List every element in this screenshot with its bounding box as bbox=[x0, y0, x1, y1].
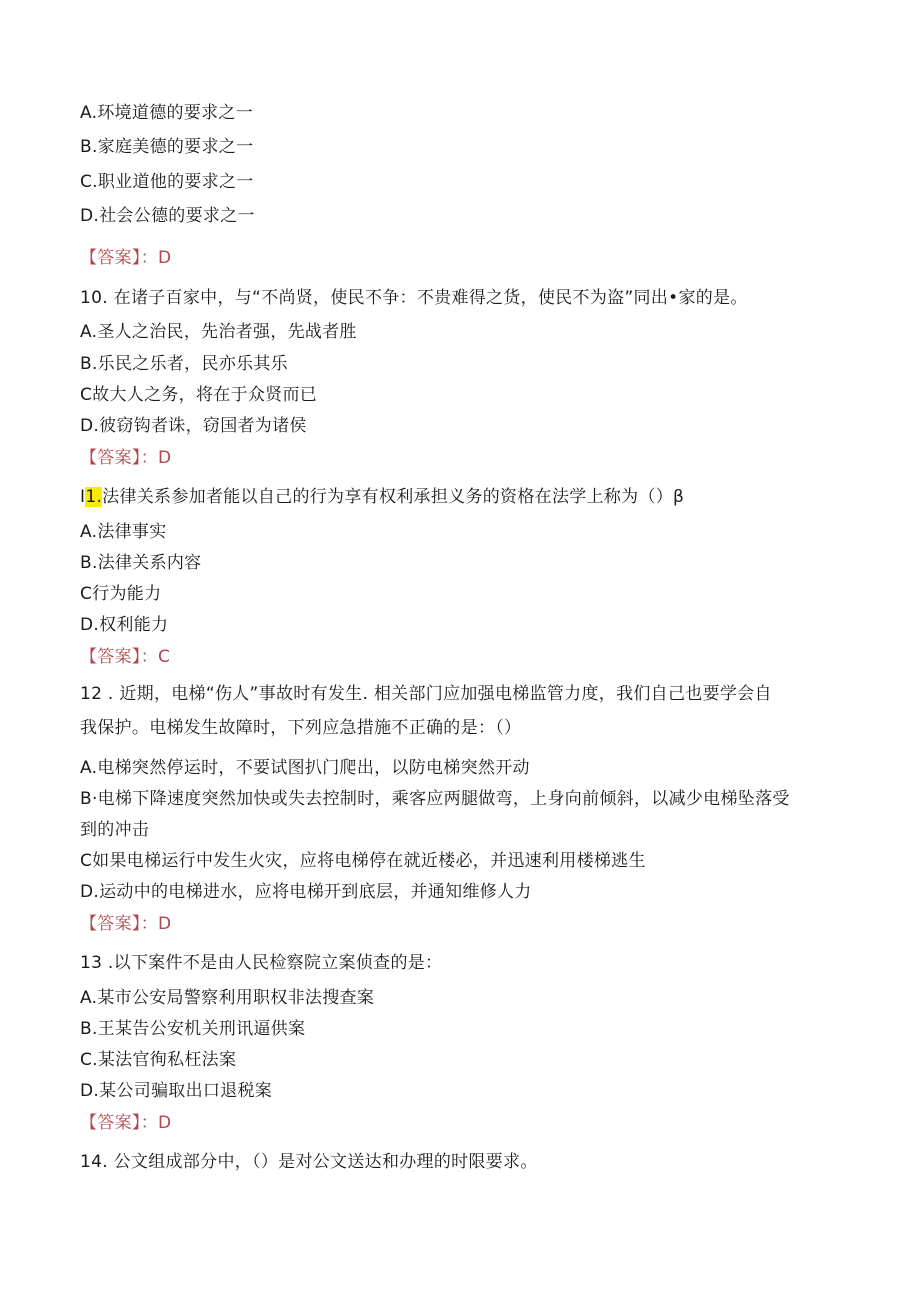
option-d: D.某公司骗取出口退税案 bbox=[80, 1081, 273, 1101]
option-b-line-2: 到的冲击 bbox=[80, 820, 150, 840]
question-10: 10. 在诸子百家中，与“不尚贤，使民不争：不贵难得之货，使民不为盗”同出•家的是。 bbox=[80, 288, 748, 308]
option-c: C.职业道他的要求之一 bbox=[80, 172, 254, 192]
question-11-text: 法律关系参加者能以自己的行为享有权利承担义务的资格在法学上称为（）β bbox=[102, 487, 685, 507]
question-14: 14. 公文组成部分中，（）是对公文送达和办理的时限要求。 bbox=[80, 1152, 538, 1172]
option-c: C行为能力 bbox=[80, 584, 162, 604]
option-d: D.社会公德的要求之一 bbox=[80, 206, 255, 226]
option-a: A.圣人之治民，先治者强，先战者胜 bbox=[80, 322, 357, 342]
option-d: D.彼窃钩者诛，窃国者为诸侯 bbox=[80, 416, 307, 436]
question-11 bbox=[80, 486, 684, 508]
option-a: A.法律事实 bbox=[80, 522, 167, 542]
option-a: A.环境道德的要求之一 bbox=[80, 103, 254, 123]
answer: 【答案】：C bbox=[80, 647, 171, 667]
question-11-prefix: I bbox=[80, 487, 86, 507]
option-d: D.运动中的电梯进水，应将电梯开到底层，并通知维修人力 bbox=[80, 882, 532, 902]
option-c: C故大人之务，将在于众贤而已 bbox=[80, 385, 318, 405]
option-d: D.权利能力 bbox=[80, 615, 169, 635]
option-c: C如果电梯运行中发生火灾，应将电梯停在就近楼必，并迅速利用楼梯逃生 bbox=[80, 851, 646, 871]
answer: 【答案】：D bbox=[80, 248, 172, 268]
option-b: B.家庭美德的要求之一 bbox=[80, 137, 254, 157]
answer: 【答案】：D bbox=[80, 914, 172, 934]
option-b: B.法律关系内容 bbox=[80, 553, 202, 573]
question-12-line-2: 我保护。电梯发生故障时，下列应急措施不正确的是：（） bbox=[80, 718, 522, 738]
option-c: C.某法官徇私枉法案 bbox=[80, 1050, 237, 1070]
question-13: 13 .以下案件不是由人民检察院立案侦查的是： bbox=[80, 953, 443, 973]
option-b: B.乐民之乐者，民亦乐其乐 bbox=[80, 354, 288, 374]
option-b-line-1: B·电梯下降速度突然加快或失去控制时，乘客应两腿做弯，上身向前倾斜，以减少电梯坠落受 bbox=[80, 789, 790, 809]
option-a: A.某市公安局警察利用职权非法搜查案 bbox=[80, 988, 375, 1008]
question-12-line-1: 12 . 近期，电梯“伤人”事故时有发生. 相关部门应加强电梯监管力度，我们自己也要学会自 bbox=[80, 684, 772, 704]
option-b: B.王某告公安机关刑讯逼供案 bbox=[80, 1019, 306, 1039]
option-a: A.电梯突然停运时，不要试图扒门爬出，以防电梯突然开动 bbox=[80, 758, 530, 778]
answer: 【答案】：D bbox=[80, 1113, 172, 1133]
highlight-mark: 1. bbox=[85, 487, 103, 507]
answer: 【答案】：D bbox=[80, 448, 172, 468]
